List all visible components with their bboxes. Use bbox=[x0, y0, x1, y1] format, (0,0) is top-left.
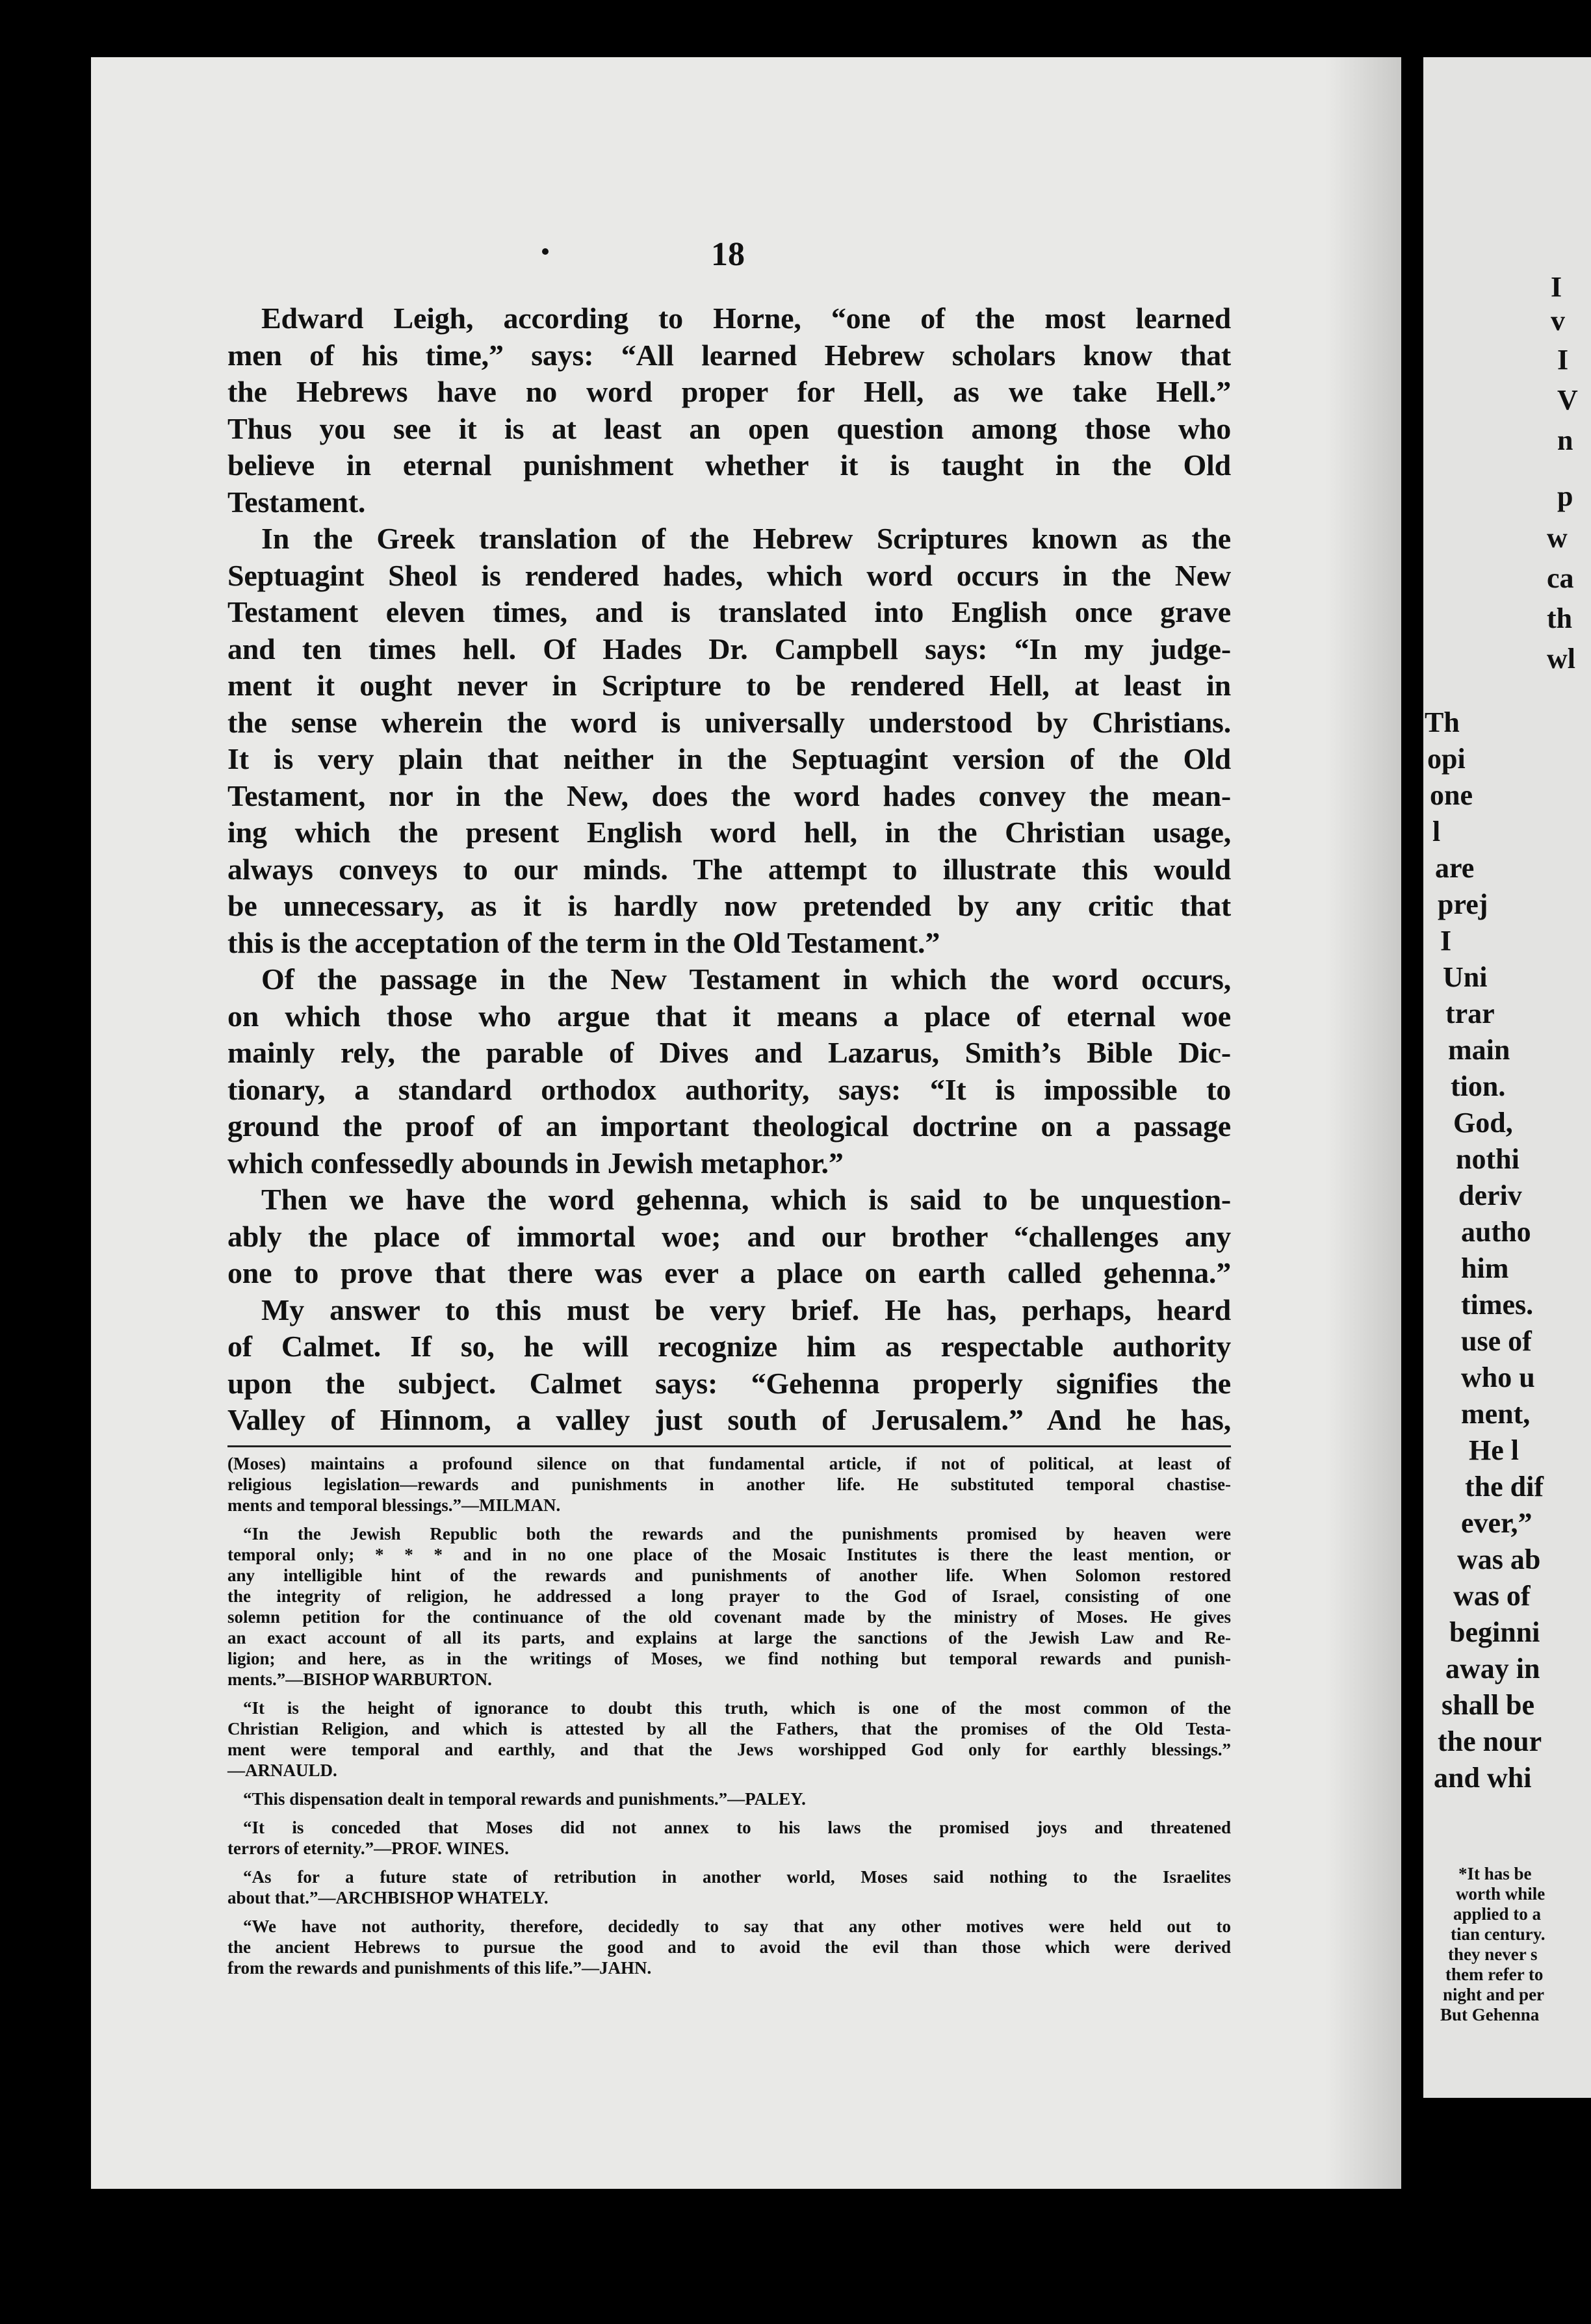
text-line: mainly rely, the parable of Dives and Lazarus, Smith’s Bible Dic- bbox=[227, 1036, 1231, 1069]
text-line: Of the passage in the New Testament in which the word occurs, bbox=[261, 962, 1231, 996]
next-page-fragment: ever,” bbox=[1461, 1507, 1533, 1539]
footnote-line: an exact account of all its parts, and explains at large the sanctions of the Jewish Law and Re- bbox=[227, 1628, 1231, 1647]
footnote-line: ments.”—BISHOP WARBURTON. bbox=[227, 1670, 492, 1689]
text-line: It is very plain that neither in the Septuagint version of the Old bbox=[227, 742, 1231, 775]
text-line: Testament. bbox=[227, 485, 366, 519]
body-text bbox=[227, 300, 1231, 1439]
footnote-line: (Moses) maintains a profound silence on that fundamental article, if not of political, at least of bbox=[227, 1454, 1231, 1473]
text-line: tionary, a standard orthodox authority, says: “It is impossible to bbox=[227, 1072, 1231, 1106]
text-line: on which those who argue that it means a place of eternal woe bbox=[227, 999, 1231, 1033]
next-page-footnote-fragment: they never s bbox=[1448, 1944, 1538, 1964]
text-line: one to prove that there was ever a place on earth called gehenna.” bbox=[227, 1256, 1231, 1289]
text-line: Testament, nor in the New, does the word hades convey the mean- bbox=[227, 779, 1231, 812]
next-page-fragment: him bbox=[1461, 1252, 1509, 1284]
footnote-line: the ancient Hebrews to pursue the good and to avoid the evil than those which were derived bbox=[227, 1937, 1231, 1957]
next-page-fragment: n bbox=[1557, 424, 1573, 456]
next-page-footnote-fragment: worth while bbox=[1456, 1884, 1546, 1904]
footnote-line: any intelligible hint of the rewards and punishments of another life. When Solomon restored bbox=[227, 1566, 1231, 1585]
footnote-line: —ARNAULD. bbox=[227, 1761, 337, 1780]
next-page-fragment: are bbox=[1435, 852, 1475, 884]
footnote-rule bbox=[227, 1445, 1231, 1447]
next-page-footnote-fragment: tian century. bbox=[1451, 1924, 1546, 1944]
next-page-fragment: shall be bbox=[1442, 1689, 1535, 1721]
next-page-fragment: He l bbox=[1469, 1434, 1519, 1466]
text-line: which confessedly abounds in Jewish metaphor.” bbox=[227, 1146, 844, 1180]
next-page-fragment: ca bbox=[1547, 562, 1574, 594]
next-page-footnote-fragment: applied to a bbox=[1453, 1904, 1542, 1924]
next-page-fragment: I bbox=[1440, 925, 1452, 957]
next-page-fragment: one bbox=[1430, 779, 1473, 811]
footnote-line: solemn petition for the continuance of the old covenant made by the ministry of Moses. He gives bbox=[227, 1607, 1231, 1627]
footnote-line: temporal only; * * * and in no one place of the Mosaic Institutes is there the least mention, or bbox=[227, 1545, 1231, 1564]
next-page-fragment: prej bbox=[1438, 888, 1488, 920]
page-gutter bbox=[1401, 57, 1423, 2189]
footnote-line: “As for a future state of retribution in another world, Moses said nothing to the Israelites bbox=[243, 1867, 1231, 1887]
text-line: In the Greek translation of the Hebrew Scriptures known as the bbox=[261, 522, 1231, 555]
next-page-fragment: v bbox=[1551, 305, 1565, 337]
next-page-fragment: wl bbox=[1547, 643, 1575, 675]
next-page-fragment: was of bbox=[1453, 1580, 1531, 1612]
next-page-fragment: th bbox=[1547, 602, 1573, 634]
text-line: ably the place of immortal woe; and our brother “challenges any bbox=[227, 1219, 1231, 1253]
text-line: be unnecessary, as it is hardly now pretended by any critic that bbox=[227, 889, 1231, 922]
footnote-line: terrors of eternity.”—PROF. WINES. bbox=[227, 1839, 509, 1858]
footnote-line: about that.”—ARCHBISHOP WHATELY. bbox=[227, 1888, 549, 1907]
page-edge-shadow bbox=[1326, 57, 1404, 2189]
next-page-fragment: I bbox=[1551, 271, 1562, 303]
next-page-fragment: tion. bbox=[1451, 1070, 1506, 1102]
footnote-line: “In the Jewish Republic both the rewards and the punishments promised by heaven were bbox=[243, 1524, 1231, 1543]
next-page-fragment: the dif bbox=[1465, 1471, 1544, 1503]
footnote-line: “This dispensation dealt in temporal rewards and punishments.”—PALEY. bbox=[243, 1789, 806, 1809]
next-page-fragment: was ab bbox=[1457, 1543, 1541, 1575]
next-page-fragment: beginni bbox=[1449, 1616, 1540, 1648]
next-page-fragment: who u bbox=[1461, 1362, 1535, 1393]
text-line: of Calmet. If so, he will recognize him as respectable authority bbox=[227, 1330, 1231, 1363]
next-page-fragment: and whi bbox=[1434, 1762, 1532, 1794]
footnote-line: “It is the height of ignorance to doubt this truth, which is one of the most common of the bbox=[243, 1698, 1231, 1718]
text-line: Edward Leigh, according to Horne, “one of the most learned bbox=[261, 302, 1231, 335]
text-line: ground the proof of an important theological doctrine on a passage bbox=[227, 1109, 1231, 1143]
next-page-footnote-fragment: night and per bbox=[1443, 1985, 1545, 2004]
next-page-fragment: deriv bbox=[1458, 1180, 1522, 1211]
next-page-fragment: autho bbox=[1461, 1216, 1531, 1248]
text-line: Septuagint Sheol is rendered hades, which word occurs in the New bbox=[227, 558, 1231, 592]
text-line: Then we have the word gehenna, which is said to be unquestion- bbox=[261, 1183, 1231, 1216]
next-page-fragment: V bbox=[1557, 384, 1578, 416]
text-line: Thus you see it is at least an open question among those who bbox=[227, 411, 1231, 445]
footnote-line: “It is conceded that Moses did not annex to his laws the promised joys and threatened bbox=[243, 1818, 1231, 1837]
next-page-fragment: the nour bbox=[1438, 1725, 1542, 1757]
footnote-line: ment were temporal and earthly, and that the Jews worshipped God only for earthly blessings.” bbox=[227, 1740, 1231, 1759]
next-page-edge bbox=[1423, 57, 1591, 2098]
footnote-line: from the rewards and punishments of this life.”—JAHN. bbox=[227, 1958, 652, 1978]
next-page-fragment: use of bbox=[1461, 1325, 1532, 1357]
next-page-fragment: times. bbox=[1461, 1289, 1534, 1321]
footnotes bbox=[227, 1453, 1231, 1978]
page-marker-dot bbox=[542, 248, 549, 255]
footnote-line: ligion; and here, as in the writings of Moses, we find nothing but temporal rewards and punish- bbox=[227, 1649, 1231, 1668]
next-page-fragment: I bbox=[1557, 344, 1569, 376]
next-page-fragment: ment, bbox=[1461, 1398, 1531, 1430]
footnote-line: ments and temporal blessings.”—MILMAN. bbox=[227, 1495, 561, 1515]
next-page-footnote-fragment: them refer to bbox=[1445, 1965, 1544, 1984]
page-number: 18 bbox=[711, 236, 745, 273]
next-page-fragment: Th bbox=[1425, 706, 1460, 738]
text-line: the Hebrews have no word proper for Hell, as we take Hell.” bbox=[227, 375, 1231, 408]
text-line: My answer to this must be very brief. He has, perhaps, heard bbox=[261, 1293, 1231, 1326]
footnote-line: religious legislation—rewards and punishments in another life. He substituted temporal chastise- bbox=[227, 1475, 1231, 1494]
text-line: and ten times hell. Of Hades Dr. Campbell says: “In my judge- bbox=[227, 632, 1231, 665]
next-page-fragment: main bbox=[1448, 1034, 1510, 1066]
next-page-fragment: away in bbox=[1445, 1653, 1540, 1685]
text-line: ment it ought never in Scripture to be rendered Hell, at least in bbox=[227, 669, 1231, 702]
text-line: Testament eleven times, and is translated into English once grave bbox=[227, 595, 1231, 628]
next-page-fragment: opi bbox=[1427, 743, 1466, 775]
text-line: believe in eternal punishment whether it is taught in the Old bbox=[227, 448, 1231, 482]
next-page-fragment: w bbox=[1547, 522, 1568, 554]
next-page-footnote-fragment: But Gehenna bbox=[1440, 2005, 1540, 2024]
text-line: Valley of Hinnom, a valley just south of Jerusalem.” And he has, bbox=[227, 1403, 1231, 1436]
text-line: this is the acceptation of the term in the Old Testament.” bbox=[227, 925, 940, 959]
footnote-line: “We have not authority, therefore, decidedly to say that any other motives were held out to bbox=[243, 1917, 1231, 1936]
next-page-fragment: p bbox=[1557, 480, 1573, 512]
next-page-fragment: trar bbox=[1445, 998, 1495, 1029]
text-line: upon the subject. Calmet says: “Gehenna properly signifies the bbox=[227, 1366, 1231, 1400]
next-page-footnote-fragment: *It has be bbox=[1458, 1864, 1532, 1883]
text-line: men of his time,” says: “All learned Hebrew scholars know that bbox=[227, 338, 1231, 372]
footnote-line: the integrity of religion, he addressed a long prayer to the God of Israel, consisting of one bbox=[227, 1586, 1231, 1606]
footnote-line: Christian Religion, and which is attested by all the Fathers, that the promises of the Old Testa- bbox=[227, 1719, 1231, 1738]
text-line: the sense wherein the word is universally understood by Christians. bbox=[227, 705, 1231, 739]
text-line: always conveys to our minds. The attempt to illustrate this would bbox=[227, 852, 1231, 886]
next-page-fragment: nothi bbox=[1456, 1143, 1520, 1175]
text-line: ing which the present English word hell, in the Christian usage, bbox=[227, 816, 1231, 849]
next-page-fragment: Uni bbox=[1443, 961, 1488, 993]
next-page-fragment: God, bbox=[1453, 1107, 1513, 1139]
next-page-fragment: l bbox=[1432, 816, 1441, 847]
